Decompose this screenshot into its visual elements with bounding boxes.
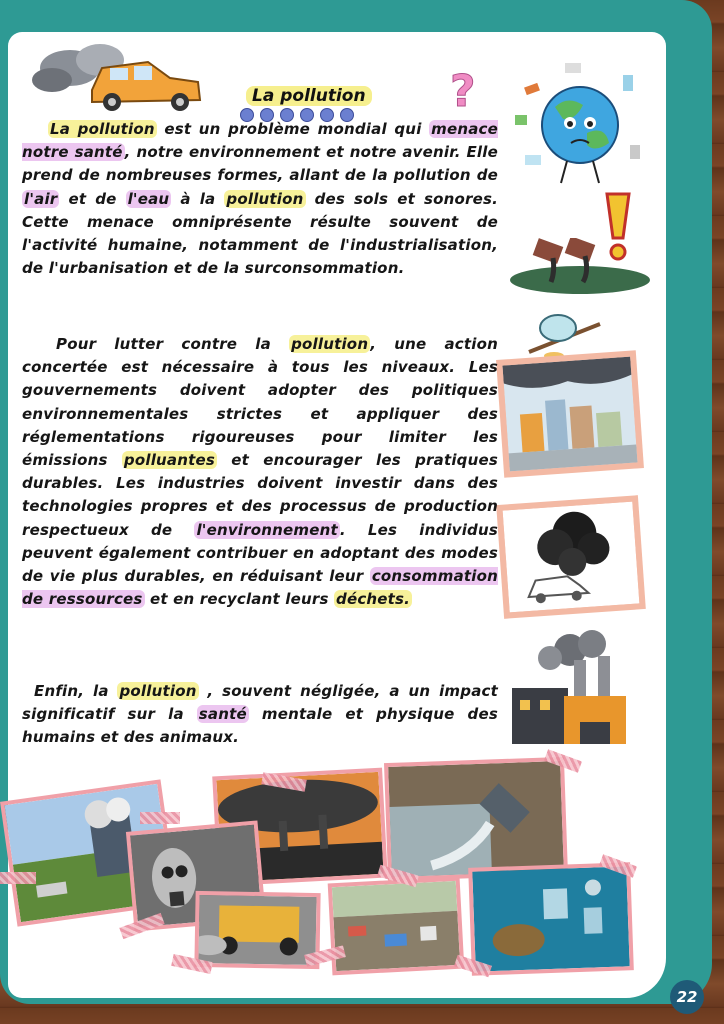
smog-city-frame	[496, 350, 644, 477]
highlight-yellow: pollution	[119, 682, 197, 700]
paragraph-intro	[22, 118, 498, 280]
smoke-car-frame	[496, 495, 646, 619]
sewage-pipe-photo	[384, 757, 568, 881]
highlight-pink: l'air	[24, 189, 58, 208]
factory-icon	[510, 630, 630, 745]
highlight-yellow: pollution	[226, 189, 304, 208]
tape-decoration	[140, 812, 180, 824]
page-number: 22	[676, 988, 698, 1006]
highlight-yellow: déchets.	[336, 590, 411, 609]
car-exhaust-photo	[194, 891, 320, 969]
beach-trash-photo	[328, 877, 465, 976]
question-mark-icon	[448, 66, 476, 114]
text-segment: et de	[59, 189, 126, 208]
tape-decoration	[0, 872, 36, 884]
text-segment: . Les individus peuvent également contribuer en adoptant des modes de vie plus durables, en réduisant leur	[22, 520, 498, 586]
page-number-badge	[670, 980, 704, 1014]
text-segment: à la	[171, 189, 225, 208]
text-segment: , une action concertée est nécessaire à tous les niveaux. Les gouvernements doivent adopter des politiques environnementales strictes et appliquer des réglementations rigoureuses pour limiter les émissions	[22, 335, 498, 470]
svg-text:?: ?	[450, 66, 476, 114]
sad-earth-icon	[505, 55, 655, 195]
text-segment: Pour lutter contre la	[56, 335, 290, 353]
highlight-pink: consommation de ressources	[22, 567, 498, 609]
smoke-car-icon	[503, 502, 640, 613]
highlight-yellow: La pollution	[50, 120, 155, 138]
text-segment: est un problème mondial qui	[156, 120, 430, 138]
highlight-pink: menace notre santé	[22, 120, 498, 162]
highlight-pink: l'eau	[127, 189, 170, 208]
text-segment: et encourager les pratiques durables. Les industries doivent investir dans des technologies propres et des processus de production respectueux de	[22, 451, 499, 539]
smog-city-icon	[502, 357, 637, 472]
text-segment: mentale et physique des humains et des animaux.	[22, 705, 498, 747]
text-segment: et en recyclant leurs	[144, 590, 335, 609]
text-segment: des sols et sonores. Cette menace omniprésente résulte souvent de l'activité humaine, notamment de l'industrialisation, de l'urbanisation et de la surconsommation.	[22, 189, 498, 278]
highlight-yellow: polluantes	[123, 451, 215, 470]
ocean-plastic-photo	[468, 862, 634, 976]
text-segment: , notre environnement et notre avenir. Elle prend de nombreuses formes, allant de la pollution de	[22, 143, 498, 185]
text-segment: Enfin, la	[34, 682, 118, 700]
highlight-pink: santé	[198, 705, 247, 724]
oil-barrels-icon	[505, 238, 655, 298]
paragraph-actions	[22, 333, 498, 611]
page-title: La pollution	[246, 86, 372, 106]
highlight-yellow: pollution	[291, 335, 369, 353]
paragraph-conclusion	[22, 680, 498, 750]
highlight-pink: l'environnement	[196, 520, 338, 539]
text-segment: , souvent négligée, a un impact significatif sur la	[22, 682, 498, 724]
car-smoke-icon	[30, 38, 205, 113]
